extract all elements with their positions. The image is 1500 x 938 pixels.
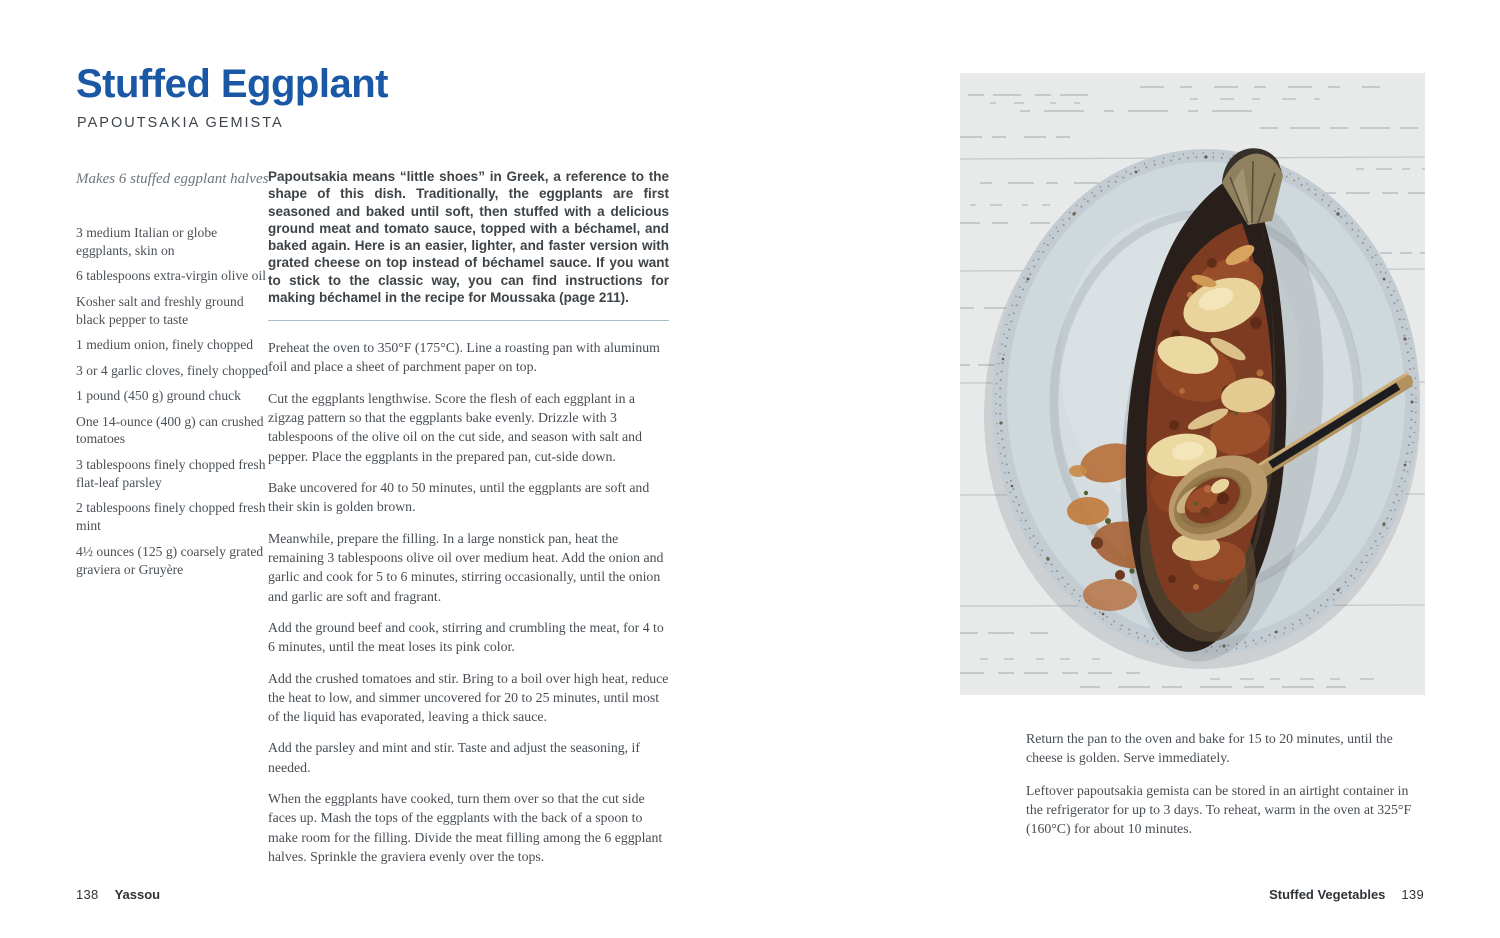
footer-right [1269,887,1424,902]
instruction-step: Bake uncovered for 40 to 50 minutes, until the eggplants are soft and their skin is golden brown. [268,480,650,515]
ingredient-item: 2 tablespoons finely chopped fresh mint [76,500,266,534]
instruction-step: Add the crushed tomatoes and stir. Bring to a boil over high heat, reduce the heat to low, and simmer uncovered for 20 to 25 minutes, until most of the liquid has evaporated, leaving a thick sauce. [268,670,669,725]
instruction-step-continued: Leftover papoutsakia gemista can be stored in an airtight container in the refrigerator for up to 3 days. To reheat, warm in the oven at 325°F (160°C) for about 10 minutes. [1026,782,1412,837]
instruction-step: When the eggplants have cooked, turn them over so that the cut side faces up. Mash the tops of the eggplants with the back of a spoon to make room for the filling. Divide the meat filling among the 6 eggplant halves. Sprinkle the graviera evenly over the tops. [268,791,663,864]
instruction-step: Cut the eggplants lengthwise. Score the flesh of each eggplant in a zigzag pattern so that the eggplants bake evenly. Drizzle with 3 tablespoons of the olive oil on the cut side, and season with salt and pepper. Place the eggplants in the prepared pan, cut-side down. [268,390,642,464]
ingredients-list [76,224,272,586]
instruction-step: Preheat the oven to 350°F (175°C). Line a roasting pan with aluminum foil and place a sheet of parchment paper on top. [268,340,660,375]
ingredient-item: 4½ ounces (125 g) coarsely grated graviera or Gruyère [76,543,264,577]
page-number-right: 139 [1401,887,1424,902]
ingredient-item: 3 medium Italian or globe eggplants, skin on [76,225,218,258]
instruction-step: Meanwhile, prepare the filling. In a large nonstick pan, heat the remaining 3 tablespoons olive oil over medium heat. Add the onion and garlic and cook for 5 to 6 minutes, stirring occasionally, until the onion and garlic are soft and fragrant. [268,530,664,604]
ingredient-item: 1 medium onion, finely chopped [76,337,254,353]
instruction-step: Add the ground beef and cook, stirring and crumbling the meat, for 4 to 6 minutes, until the meat loses its pink color. [268,619,664,655]
instruction-steps [268,338,669,866]
dish-photo [960,73,1425,695]
ingredient-item: 3 or 4 garlic cloves, finely chopped [76,362,269,378]
ingredient-item: One 14-ounce (400 g) can crushed tomatoes [76,413,264,447]
ingredient-item: Kosher salt and freshly ground black pepper to taste [76,293,244,327]
intro-paragraph: Papoutsakia means “little shoes” in Greek, a reference to the shape of this dish. Traditionally, the eggplants are first seasoned and baked until soft, then stuffed with a delicious ground meat and tomato sauce, topped with a béchamel, and baked again. Here is an easier, lighter, and faster version with grated cheese on top instead of béchamel sauce. If you want to stick to the classic way, you can find instructions for making béchamel in the recipe for Moussaka (page 211). [268,169,669,305]
method-continuation [1026,729,1426,852]
method-column [268,168,669,878]
recipe-subtitle: PAPOUTSAKIA GEMISTA [77,115,284,131]
ingredient-item: 6 tablespoons extra-virgin olive oil [76,268,267,284]
ingredient-item: 1 pound (450 g) ground chuck [76,388,241,404]
section-divider [268,320,669,321]
page-number-left: 138 [76,887,99,902]
book-title: Yassou [114,887,161,902]
yield-note: Makes 6 stuffed eggplant halves [76,171,269,187]
instruction-step: Add the parsley and mint and stir. Taste and adjust the seasoning, if needed. [268,740,640,775]
ingredient-item: 3 tablespoons finely chopped fresh flat-leaf parsley [76,456,266,490]
recipe-title: Stuffed Eggplant [76,62,388,106]
chapter-title: Stuffed Vegetables [1269,887,1386,902]
footer-left [76,887,160,902]
instruction-step-continued: Return the pan to the oven and bake for 15 to 20 minutes, until the cheese is golden. Serve immediately. [1026,731,1393,766]
